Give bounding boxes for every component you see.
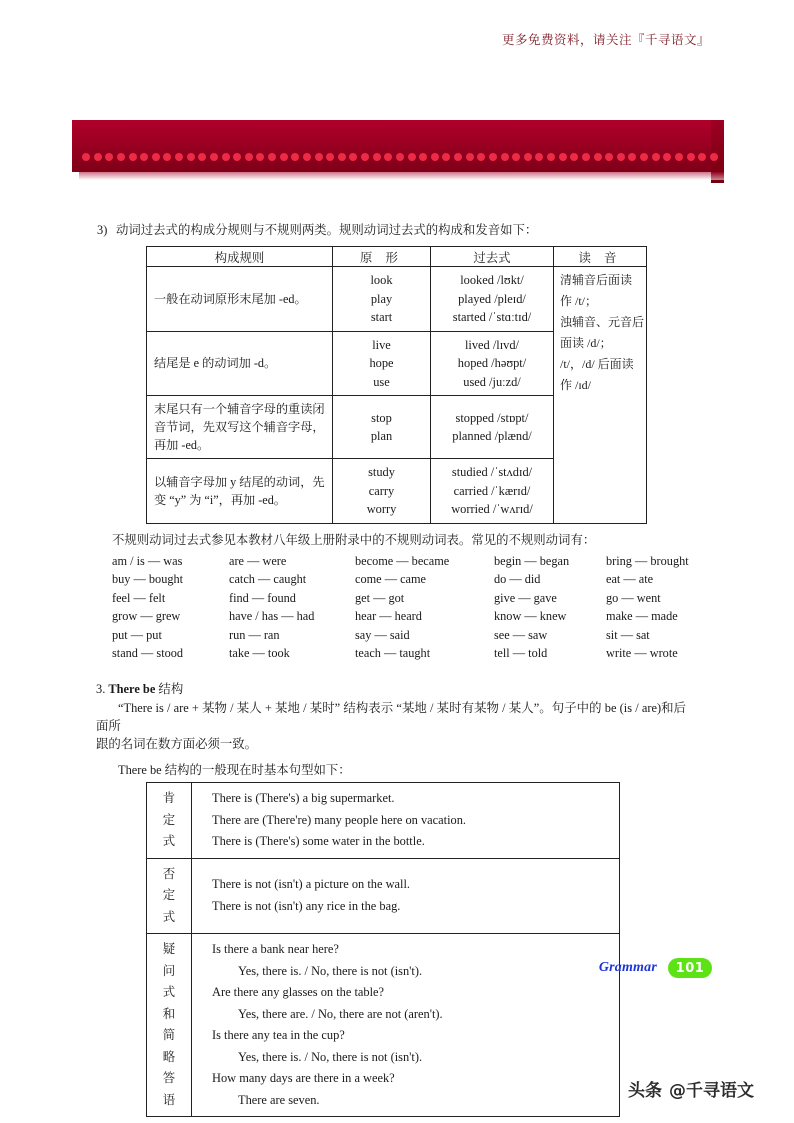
past-form: hoped /həʊpt/	[457, 356, 527, 370]
verb-pair: become — became	[355, 553, 450, 568]
base-form: look	[370, 273, 393, 287]
verb-pair: come — came	[355, 572, 427, 587]
example-sentence: There is (There's) some water in the bottle.	[212, 834, 425, 849]
example-sentence: There is not (isn't) a picture on the wall.	[212, 877, 411, 892]
verb-pair: tell — told	[494, 646, 548, 661]
verb-pair: know — knew	[494, 609, 567, 624]
pronunciation-notes	[554, 267, 647, 524]
pronunciation-line: 浊辅音、元音后	[560, 315, 645, 329]
label-char: 答	[162, 1071, 176, 1086]
label-char: 和	[162, 1006, 176, 1021]
column-header-pronunciation: 读 音	[554, 247, 647, 267]
verb-pair: find — found	[229, 590, 296, 605]
section-title-rest: 结构	[155, 682, 184, 697]
page-footer	[0, 958, 794, 978]
base-form: live	[372, 337, 391, 352]
irregular-verbs-grid	[112, 552, 689, 664]
label-char: 式	[162, 909, 176, 924]
base-form: use	[373, 374, 390, 389]
intro-text: 动词过去式的构成分规则与不规则两类。规则动词过去式的构成和发音如下：	[116, 223, 538, 237]
column-header-past-form: 过去式	[431, 247, 554, 267]
label-char: 定	[162, 888, 176, 903]
there-be-patterns-table	[146, 782, 620, 1117]
verb-pair: make — made	[606, 609, 678, 624]
verb-pair: grow — grew	[112, 609, 181, 624]
label-char: 简	[162, 1028, 176, 1043]
past-form: lived /lɪvd/	[464, 337, 520, 352]
label-char: 定	[162, 812, 176, 827]
base-forms	[333, 396, 431, 459]
base-forms	[333, 459, 431, 524]
table-row	[147, 783, 620, 859]
past-forms	[431, 267, 554, 332]
table-row	[147, 267, 647, 332]
past-tense-rules-table	[146, 246, 647, 524]
verb-pair: write — wrote	[606, 646, 678, 661]
rule-text: 以辅音字母加 y 结尾的动词，先变 “y” 为 “i”，再加 -ed。	[147, 459, 333, 524]
verb-pair: begin — began	[494, 553, 570, 568]
past-forms	[431, 459, 554, 524]
rule-text: 结尾是 e 的动词加 -d。	[147, 331, 333, 396]
verb-pair: bring — brought	[606, 553, 689, 568]
example-sentence: Are there any glasses on the table?	[212, 985, 385, 1000]
past-form: carried /ˈkærɪd/	[453, 483, 531, 498]
label-char: 式	[162, 834, 176, 849]
affirmative-examples	[192, 783, 620, 859]
intro-paragraph	[0, 222, 794, 239]
verb-pair: put — put	[112, 627, 162, 642]
label-char: 语	[162, 1092, 176, 1107]
verb-pair: eat — ate	[606, 572, 654, 587]
verb-pair: do — did	[494, 572, 541, 587]
verb-pair: say — said	[355, 627, 410, 642]
there-be-paragraph-line2: 跟的名词在数方面必须一致。	[96, 737, 258, 752]
verb-pair: catch — caught	[229, 572, 307, 587]
row-label-negative	[147, 858, 192, 934]
label-char: 疑	[162, 942, 176, 957]
verb-pair: see — saw	[494, 627, 548, 642]
table-header-row	[147, 247, 647, 267]
pronunciation-line: /t/，/d/ 后面读	[560, 357, 634, 371]
top-watermark: 更多免费资料，请关注『千寻语文』	[501, 32, 710, 47]
footer-section-label: Grammar	[598, 960, 657, 975]
past-form: looked /lʊkt/	[460, 273, 524, 287]
verb-pair: teach — taught	[355, 646, 431, 661]
example-sentence: There are (There're) many people here on vacation.	[212, 812, 467, 827]
verb-pair: sit — sat	[606, 627, 650, 642]
row-label-affirmative	[147, 783, 192, 859]
bottom-watermark	[628, 1076, 754, 1101]
example-sentence: Is there a bank near here?	[212, 942, 339, 957]
base-form: hope	[369, 356, 394, 370]
base-forms	[333, 267, 431, 332]
label-char: 式	[162, 985, 176, 1000]
verb-pair: am / is — was	[112, 553, 183, 568]
section-title-bold: There be	[108, 682, 156, 697]
negative-examples	[192, 858, 620, 934]
example-answer: Yes, there are. / No, there are not (aren't).	[238, 1006, 443, 1021]
past-form: used /juːzd/	[463, 374, 521, 389]
bottom-watermark-badge: 头条	[628, 1081, 662, 1101]
past-form: studied /ˈstʌdɪd/	[451, 465, 533, 479]
verb-pair: give — gave	[494, 590, 557, 605]
page-number-badge: 101	[668, 958, 712, 978]
section-number: 3.	[96, 682, 106, 697]
pronunciation-line: 清辅音后面读	[560, 273, 633, 287]
verb-pair: take — took	[229, 646, 290, 661]
verb-pair: stand — stood	[112, 646, 184, 661]
decorative-banner-shadow	[79, 172, 724, 180]
past-form: stopped /stɒpt/	[455, 410, 529, 425]
example-sentence: There is not (isn't) any rice in the bag.	[212, 898, 401, 913]
past-form: planned /plænd/	[452, 429, 532, 443]
label-char: 否	[162, 866, 176, 881]
verb-pair: hear — heard	[355, 609, 422, 624]
past-form: started /ˈstɑːtɪd/	[452, 310, 532, 324]
column-header-base-form: 原 形	[333, 247, 431, 267]
column-header-rule: 构成规则	[147, 247, 333, 267]
there-be-heading	[0, 679, 794, 697]
intro-number: 3)	[97, 223, 108, 237]
base-form: plan	[370, 429, 393, 443]
verb-pair: get — got	[355, 590, 405, 605]
example-sentence: Is there any tea in the cup?	[212, 1028, 345, 1043]
decorative-dot-row	[82, 150, 718, 164]
irregular-verbs-note: 不规则动词过去式参见本教材八年级上册附录中的不规则动词表。常见的不规则动词有：	[112, 532, 596, 547]
rule-text: 一般在动词原形末尾加 -ed。	[147, 267, 333, 332]
base-form: carry	[368, 483, 395, 498]
bottom-watermark-text: @千寻语文	[669, 1081, 754, 1101]
example-sentence: How many days are there in a week?	[212, 1071, 395, 1086]
pronunciation-line: 作 /t/；	[560, 294, 598, 308]
example-sentence: There is (There's) a big supermarket.	[212, 791, 395, 806]
example-answer: There are seven.	[238, 1092, 320, 1107]
page-content	[0, 222, 794, 1117]
past-forms	[431, 396, 554, 459]
label-char: 略	[162, 1049, 176, 1064]
there-be-paragraph-line1: “There is / are + 某物 / 某人 + 某地 / 某时” 结构表示 “某地 / 某时有某物 / 某人”。句子中的 be (is / are)和后面所	[96, 701, 686, 734]
example-answer: Yes, there is. / No, there is not (isn't).	[238, 963, 423, 978]
base-forms	[333, 331, 431, 396]
verb-pair: are — were	[229, 553, 287, 568]
example-answer: Yes, there is. / No, there is not (isn't).	[238, 1049, 423, 1064]
label-char: 问	[162, 963, 176, 978]
there-be-lead-in: There be 结构的一般现在时基本句型如下：	[118, 763, 351, 778]
base-form: play	[370, 291, 393, 306]
pronunciation-line: 作 /ɪd/	[560, 378, 592, 392]
pronunciation-line: 面读 /d/；	[560, 336, 612, 350]
decorative-banner	[72, 120, 724, 172]
past-form: worried /ˈwʌrɪd/	[451, 502, 533, 516]
verb-pair: go — went	[606, 590, 661, 605]
there-be-paragraph	[0, 699, 794, 753]
rule-text: 末尾只有一个辅音字母的重读闭音节词，先双写这个辅音字母，再加 -ed。	[147, 396, 333, 459]
verb-pair: run — ran	[229, 627, 280, 642]
base-form: stop	[371, 410, 392, 425]
base-form: start	[370, 310, 393, 324]
label-char: 肯	[162, 791, 176, 806]
past-forms	[431, 331, 554, 396]
verb-pair: have / has — had	[229, 609, 315, 624]
past-form: played /pleɪd/	[458, 291, 526, 306]
base-form: worry	[366, 502, 397, 516]
base-form: study	[368, 465, 395, 479]
verb-pair: feel — felt	[112, 590, 166, 605]
table-row	[147, 858, 620, 934]
verb-pair: buy — bought	[112, 572, 184, 587]
